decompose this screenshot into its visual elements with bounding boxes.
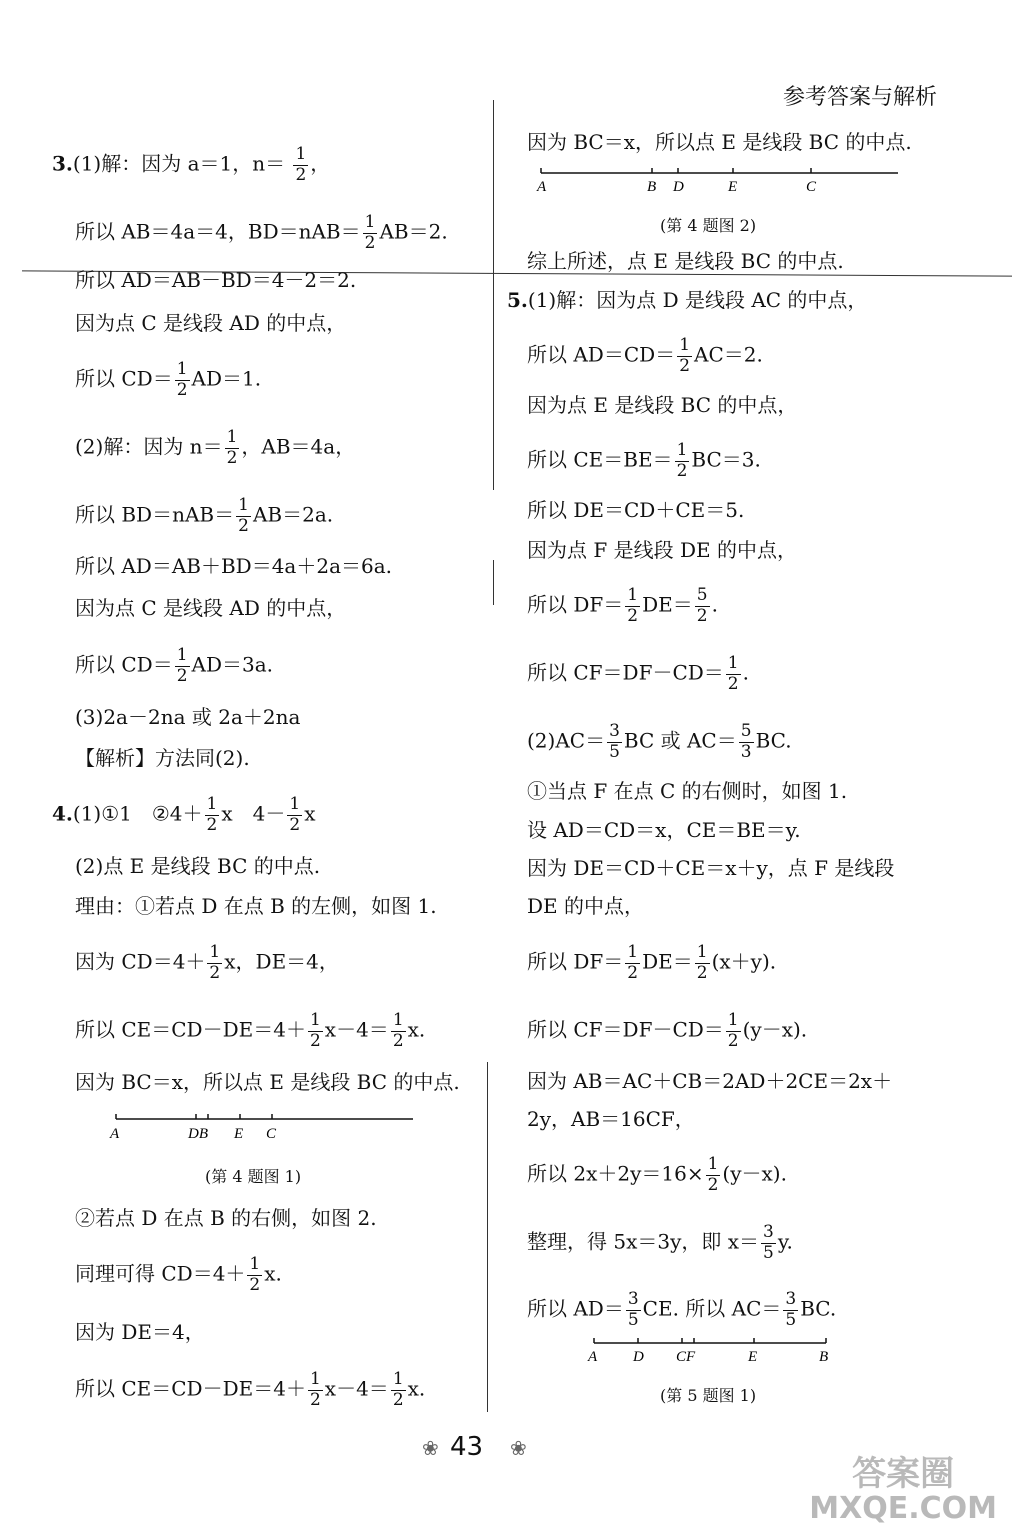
point-CF-label: CF xyxy=(676,1349,696,1365)
q4-line9: 因为 DE＝4， xyxy=(75,1320,205,1344)
point-E-label: E xyxy=(728,179,738,195)
point-A-label: A xyxy=(588,1349,598,1365)
q3-line1: 3.(1)解：因为 a＝1，n＝ $\frac{1}{2}$ ， xyxy=(52,144,331,185)
q5-line5: 所以 DE＝CD＋CE＝5. xyxy=(527,498,745,522)
q5-line10: ①当点 F 在点 C 的右侧时，如图 1. xyxy=(527,779,848,803)
column-divider-top xyxy=(493,100,494,490)
q5-number: 5. xyxy=(507,288,528,312)
q3-line11: (3)2a－2na 或 2a＋2na xyxy=(75,705,301,729)
column-divider-mid xyxy=(493,560,494,605)
q4-line5: 所以 CE＝CD－DE＝4＋ $\frac{1}{2}$ x－4＝ $\frac{1}{2}$ x. xyxy=(75,1010,426,1051)
q5-line4: 所以 CE＝BE＝ $\frac{1}{2}$ BC＝3. xyxy=(527,440,761,481)
q3-line10: 所以 CD＝ $\frac{1}{2}$ AD＝3a. xyxy=(75,645,274,686)
point-C-label: C xyxy=(266,1126,277,1142)
point-D-label: D xyxy=(633,1349,644,1365)
q4-line2: (2)点 E 是线段 BC 的中点. xyxy=(75,854,321,878)
q5-line13: DE 的中点， xyxy=(527,894,644,918)
q4-line7: ②若点 D 在点 B 的右侧，如图 2. xyxy=(75,1206,377,1230)
q5-line2: 所以 AD＝CD＝ $\frac{1}{2}$ AC＝2. xyxy=(527,335,763,376)
cotton-right-icon: ❀ xyxy=(510,1436,527,1460)
r-line1: 因为 BC＝x，所以点 E 是线段 BC 的中点. xyxy=(527,130,912,154)
point-A-label: A xyxy=(110,1126,120,1142)
point-C-label: C xyxy=(806,179,817,195)
figure-5-1 xyxy=(586,1336,836,1368)
q5-line12: 因为 DE＝CD＋CE＝x＋y，点 F 是线段 xyxy=(527,856,895,880)
q5-line11: 设 AD＝CD＝x，CE＝BE＝y. xyxy=(527,818,801,842)
q5-line1: 5.(1)解：因为点 D 是线段 AC 的中点， xyxy=(507,288,868,312)
point-B-label: B xyxy=(819,1349,829,1365)
point-B-label: B xyxy=(647,179,657,195)
figure-4-2-caption: (第 4 题图 2) xyxy=(660,216,757,235)
point-E-label: E xyxy=(234,1126,244,1142)
page-number: 43 xyxy=(450,1432,484,1462)
q3-line2: 所以 AB＝4a＝4，BD＝nAB＝ $\frac{1}{2}$ AB＝2. xyxy=(75,212,448,253)
point-A-label: A xyxy=(537,179,547,195)
point-DB-label: DB xyxy=(188,1126,208,1142)
q3-line7: 所以 BD＝nAB＝ $\frac{1}{2}$ AB＝2a. xyxy=(75,495,334,536)
r-line2: 综上所述，点 E 是线段 BC 的中点. xyxy=(527,249,844,273)
figure-5-1-caption: (第 5 题图 1) xyxy=(660,1386,757,1405)
q4-line6: 因为 BC＝x，所以点 E 是线段 BC 的中点. xyxy=(75,1070,460,1094)
q3-line6: (2)解：因为 n＝ $\frac{1}{2}$ ，AB＝4a， xyxy=(75,427,356,468)
q3-line3: 所以 AD＝AB－BD＝4－2＝2. xyxy=(75,268,357,292)
q4-line10: 所以 CE＝CD－DE＝4＋ $\frac{1}{2}$ x－4＝ $\frac{1}{2}$ x. xyxy=(75,1369,426,1410)
cotton-left-icon: ❀ xyxy=(422,1436,439,1460)
q3-line12: 【解析】方法同(2). xyxy=(75,746,250,770)
q5-line9: (2)AC＝ $\frac{3}{5}$ BC 或 AC＝ $\frac{5}{3}$ BC. xyxy=(527,721,792,762)
q3-line5: 所以 CD＝ $\frac{1}{2}$ AD＝1. xyxy=(75,359,262,400)
q5-line18: 所以 2x＋2y＝16× $\frac{1}{2}$ (y－x). xyxy=(527,1154,787,1195)
q3-line9: 因为点 C 是线段 AD 的中点， xyxy=(75,596,347,620)
point-E-label: E xyxy=(748,1349,758,1365)
q4-number: 4. xyxy=(52,801,73,826)
figure-4-1 xyxy=(108,1112,418,1144)
q3-line4: 因为点 C 是线段 AD 的中点， xyxy=(75,311,347,335)
q5-line16: 因为 AB＝AC＋CB＝2AD＋2CE＝2x＋ xyxy=(527,1069,893,1093)
q5-line17: 2y，AB＝16CF， xyxy=(527,1107,695,1131)
point-D-label: D xyxy=(673,179,684,195)
q4-line3: 理由：①若点 D 在点 B 的左侧，如图 1. xyxy=(75,894,437,918)
q5-line3: 因为点 E 是线段 BC 的中点， xyxy=(527,393,798,417)
watermark-logo: 答案圈 MXQE.COM xyxy=(809,1453,997,1526)
q5-line8: 所以 CF＝DF－CD＝ $\frac{1}{2}$ . xyxy=(527,653,749,694)
q4-line1: 4.(1)①1 ②4＋ $\frac{1}{2}$ x 4－ $\frac{1}{2}$ x xyxy=(52,794,316,835)
q5-line20: 所以 AD＝ $\frac{3}{5}$ CE. 所以 AC＝ $\frac{3}{5}$ BC. xyxy=(527,1289,837,1330)
q4-line4: 因为 CD＝4＋ $\frac{1}{2}$ x，DE＝4， xyxy=(75,942,339,983)
q5-line14: 所以 DF＝ $\frac{1}{2}$ DE＝ $\frac{1}{2}$ (x＋y). xyxy=(527,942,777,983)
q5-line19: 整理，得 5x＝3y，即 x＝ $\frac{3}{5}$ y. xyxy=(527,1222,793,1263)
page-header-title: 参考答案与解析 xyxy=(782,85,937,110)
q3-line8: 所以 AD＝AB＋BD＝4a＋2a＝6a. xyxy=(75,554,393,578)
q4-line8: 同理可得 CD＝4＋ $\frac{1}{2}$ x. xyxy=(75,1254,282,1295)
column-divider-bottom xyxy=(487,1062,488,1412)
q5-line6: 因为点 F 是线段 DE 的中点， xyxy=(527,538,797,562)
figure-4-2 xyxy=(536,166,906,196)
q5-line7: 所以 DF＝ $\frac{1}{2}$ DE＝ $\frac{5}{2}$ . xyxy=(527,585,718,626)
figure-4-1-caption: (第 4 题图 1) xyxy=(205,1167,302,1186)
q3-number: 3. xyxy=(52,151,73,176)
fraction: $\frac{1}{2}$ xyxy=(295,144,307,185)
q5-line15: 所以 CF＝DF－CD＝ $\frac{1}{2}$ (y－x). xyxy=(527,1010,808,1051)
